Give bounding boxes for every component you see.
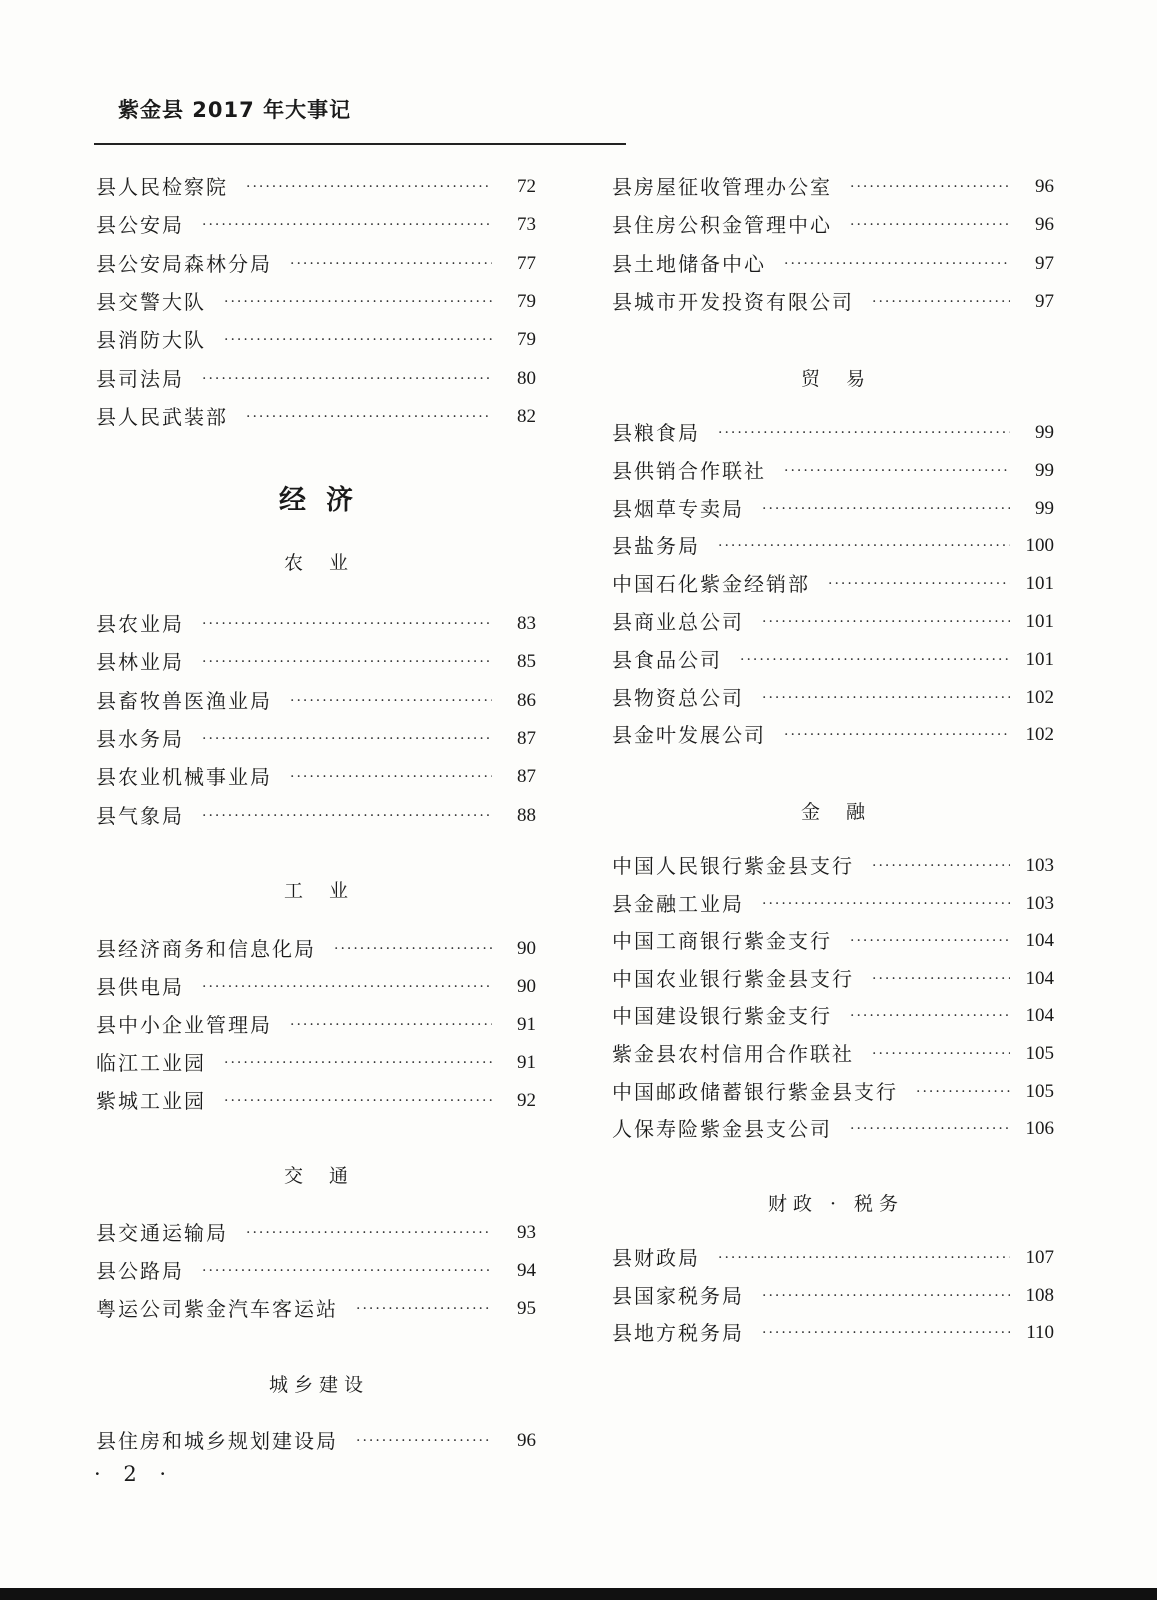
dot-leader — [202, 1256, 492, 1286]
dot-leader — [718, 531, 1010, 561]
toc-entry-page-number: 73 — [517, 214, 536, 236]
toc-entry-page-number: 99 — [1035, 422, 1054, 443]
toc-entry — [612, 418, 1054, 448]
dot-leader — [850, 1114, 1010, 1144]
toc-entry-name: 县金融工业局 — [612, 891, 744, 916]
toc-entry — [612, 1243, 1054, 1273]
toc-entry-name: 县食品公司 — [612, 647, 722, 672]
toc-entry-page-number: 105 — [1025, 1080, 1054, 1102]
toc-entry-page-number: 72 — [517, 176, 536, 197]
dot-leader — [224, 1048, 492, 1078]
dot-leader — [740, 645, 1010, 675]
toc-entry — [96, 934, 536, 964]
dot-leader — [872, 851, 1010, 881]
dot-leader — [202, 609, 492, 639]
dot-leader — [872, 964, 1010, 994]
toc-entry-page-number: 104 — [1025, 1005, 1054, 1027]
dot-leader — [762, 1318, 1010, 1348]
toc-entry — [96, 1086, 536, 1116]
toc-entry — [96, 1256, 536, 1286]
toc-entry-page-number: 104 — [1025, 967, 1054, 989]
toc-entry-page-number: 106 — [1025, 1118, 1054, 1140]
toc-entry-page-number: 103 — [1025, 855, 1054, 876]
toc-entry — [612, 851, 1054, 881]
toc-entry-page-number: 83 — [517, 613, 536, 634]
toc-entry-page-number: 108 — [1025, 1284, 1054, 1306]
toc-entry — [612, 172, 1054, 202]
dot-leader — [356, 1426, 492, 1456]
toc-entry-name: 县人民检察院 — [96, 175, 228, 199]
toc-entry — [96, 172, 536, 202]
toc-entry-name: 县土地储备中心 — [612, 251, 766, 276]
toc-entry-name: 县公安局森林分局 — [96, 251, 272, 276]
dot-leader — [762, 889, 1010, 919]
toc-entry-name: 县国家税务局 — [612, 1283, 744, 1308]
toc-entry-name: 县住房和城乡规划建设局 — [96, 1429, 338, 1453]
dot-leader — [246, 172, 492, 202]
toc-entry — [612, 607, 1054, 637]
toc-entry-page-number: 93 — [517, 1222, 536, 1243]
dot-leader — [290, 249, 492, 279]
category-trade: 贸易 — [800, 368, 891, 390]
dot-leader — [762, 607, 1010, 637]
toc-entry-page-number: 79 — [517, 329, 536, 351]
dot-leader — [784, 720, 1010, 750]
toc-entry — [612, 456, 1054, 486]
dot-leader — [246, 1218, 492, 1248]
toc-entry-page-number: 94 — [517, 1260, 536, 1281]
dot-leader — [202, 801, 492, 831]
toc-entry-name: 中国人民银行紫金县支行 — [612, 854, 854, 878]
toc-entry — [96, 972, 536, 1002]
dot-leader — [202, 647, 492, 677]
toc-entry-name: 县人民武装部 — [96, 404, 228, 429]
toc-entry — [612, 964, 1054, 994]
dot-leader — [290, 1010, 492, 1040]
toc-entry — [612, 720, 1054, 750]
toc-entry — [612, 569, 1054, 599]
toc-entry-name: 紫城工业园 — [96, 1089, 206, 1113]
toc-entry-page-number: 77 — [517, 252, 536, 274]
toc-entry — [96, 1218, 536, 1248]
toc-entry-name: 县畜牧兽医渔业局 — [96, 688, 272, 713]
toc-entry-name: 县粮食局 — [612, 421, 700, 445]
toc-entry — [612, 645, 1054, 675]
toc-entry-name: 县烟草专卖局 — [612, 496, 744, 521]
toc-entry — [96, 1010, 536, 1040]
dot-leader — [784, 249, 1010, 279]
dot-leader — [916, 1077, 1010, 1107]
toc-entry-name: 县金叶发展公司 — [612, 723, 766, 748]
toc-entry — [96, 249, 536, 279]
toc-entry-page-number: 82 — [517, 405, 536, 427]
toc-entry — [612, 889, 1054, 919]
dot-leader — [224, 325, 492, 355]
toc-entry — [96, 364, 536, 394]
toc-entry-page-number: 103 — [1025, 892, 1054, 914]
dot-leader — [356, 1294, 492, 1324]
toc-entry-page-number: 90 — [517, 976, 536, 997]
toc-entry — [612, 926, 1054, 956]
toc-entry-page-number: 97 — [1035, 290, 1054, 312]
toc-entry-page-number: 92 — [517, 1090, 536, 1111]
toc-entry-name: 县消防大队 — [96, 328, 206, 353]
dot-leader — [334, 934, 492, 964]
toc-entry-name: 县住房公积金管理中心 — [612, 213, 832, 238]
category-construction: 城乡建设 — [268, 1374, 369, 1396]
dot-leader — [872, 1039, 1010, 1069]
toc-entry — [96, 1048, 536, 1078]
toc-entry-page-number: 101 — [1025, 573, 1054, 595]
toc-entry-name: 县水务局 — [96, 726, 184, 751]
toc-entry-name: 县农业局 — [96, 612, 184, 636]
dot-leader — [784, 456, 1010, 486]
toc-entry — [612, 1281, 1054, 1311]
dot-leader — [850, 172, 1010, 202]
toc-entry-page-number: 90 — [517, 938, 536, 959]
toc-entry-name: 县盐务局 — [612, 534, 700, 559]
toc-entry-name: 中国邮政储蓄银行紫金县支行 — [612, 1079, 898, 1104]
toc-entry-name: 临江工业园 — [96, 1051, 206, 1075]
toc-entry-page-number: 88 — [517, 804, 536, 826]
toc-entry — [612, 1001, 1054, 1031]
toc-entry-page-number: 99 — [1035, 497, 1054, 519]
toc-entry-page-number: 96 — [1035, 176, 1054, 197]
dot-leader — [872, 287, 1010, 317]
toc-entry — [96, 686, 536, 716]
category-finance: 金融 — [800, 801, 891, 823]
toc-entry-name: 县商业总公司 — [612, 610, 744, 634]
toc-entry-name: 人保寿险紫金县支公司 — [612, 1117, 832, 1142]
toc-entry-page-number: 87 — [517, 727, 536, 749]
toc-entry-name: 县供电局 — [96, 975, 184, 999]
dot-leader — [762, 1281, 1010, 1311]
toc-entry-name: 县公路局 — [96, 1259, 184, 1283]
toc-entry-name: 县房屋征收管理办公室 — [612, 175, 832, 199]
toc-entry — [612, 683, 1054, 713]
toc-entry-page-number: 91 — [517, 1052, 536, 1073]
toc-entry-name: 中国农业银行紫金县支行 — [612, 966, 854, 991]
toc-entry-name: 县物资总公司 — [612, 685, 744, 710]
dot-leader — [762, 683, 1010, 713]
toc-entry-page-number: 91 — [517, 1014, 536, 1035]
toc-entry-name: 县中小企业管理局 — [96, 1013, 272, 1037]
section-heading-economy: 经济 — [279, 485, 373, 516]
toc-entry — [612, 1039, 1054, 1069]
category-industry: 工业 — [283, 880, 374, 902]
toc-entry-name: 县地方税务局 — [612, 1321, 744, 1345]
toc-entry — [612, 1114, 1054, 1144]
toc-entry-page-number: 104 — [1025, 930, 1054, 952]
toc-entry-name: 县经济商务和信息化局 — [96, 937, 316, 961]
header-rule — [94, 143, 626, 145]
toc-entry-page-number: 99 — [1035, 459, 1054, 481]
toc-entry — [96, 287, 536, 317]
toc-entry — [96, 724, 536, 754]
toc-entry-name: 中国建设银行紫金支行 — [612, 1004, 832, 1029]
toc-entry-name: 紫金县农村信用合作联社 — [612, 1042, 854, 1066]
category-fiscal-tax: 财政 · 税务 — [767, 1193, 905, 1215]
toc-entry-page-number: 97 — [1035, 252, 1054, 274]
dot-leader — [850, 926, 1010, 956]
toc-entry-name: 县农业机械事业局 — [96, 765, 272, 790]
scan-bottom-edge — [0, 1588, 1157, 1600]
dot-leader — [718, 418, 1010, 448]
toc-entry-page-number: 86 — [517, 689, 536, 711]
toc-entry — [96, 647, 536, 677]
toc-entry-name: 县供销合作联社 — [612, 458, 766, 483]
toc-entry-page-number: 96 — [517, 1430, 536, 1451]
dot-leader — [224, 1086, 492, 1116]
running-header-title: 紫金县 2017 年大事记 — [118, 98, 352, 122]
toc-entry — [612, 210, 1054, 240]
dot-leader — [202, 364, 492, 394]
dot-leader — [202, 972, 492, 1002]
toc-entry-page-number: 87 — [517, 766, 536, 788]
toc-entry — [96, 801, 536, 831]
toc-entry — [96, 609, 536, 639]
toc-entry-page-number: 96 — [1035, 214, 1054, 236]
toc-entry-name: 县气象局 — [96, 803, 184, 828]
category-transport: 交通 — [283, 1165, 374, 1187]
toc-entry-page-number: 101 — [1025, 611, 1054, 632]
toc-entry — [96, 1294, 536, 1324]
toc-entry-page-number: 110 — [1026, 1322, 1054, 1343]
toc-entry — [612, 1077, 1054, 1107]
toc-entry — [612, 249, 1054, 279]
toc-entry-page-number: 80 — [517, 367, 536, 389]
toc-entry-name: 县交通运输局 — [96, 1221, 228, 1245]
toc-entry — [612, 494, 1054, 524]
toc-entry-page-number: 102 — [1025, 724, 1054, 746]
dot-leader — [828, 569, 1010, 599]
toc-entry — [96, 402, 536, 432]
toc-entry-name: 中国工商银行紫金支行 — [612, 929, 832, 954]
toc-entry-page-number: 105 — [1025, 1043, 1054, 1064]
toc-entry — [96, 1426, 536, 1456]
toc-entry — [96, 762, 536, 792]
dot-leader — [718, 1243, 1010, 1273]
toc-entry-name: 县司法局 — [96, 366, 184, 391]
toc-entry — [612, 531, 1054, 561]
toc-entry-page-number: 100 — [1025, 535, 1054, 557]
dot-leader — [290, 762, 492, 792]
toc-entry-name: 县交警大队 — [96, 289, 206, 314]
toc-entry-page-number: 102 — [1025, 686, 1054, 708]
toc-entry-name: 县财政局 — [612, 1246, 700, 1270]
dot-leader — [202, 210, 492, 240]
dot-leader — [850, 1001, 1010, 1031]
toc-entry-name: 县林业局 — [96, 650, 184, 675]
dot-leader — [202, 724, 492, 754]
toc-entry — [96, 210, 536, 240]
toc-entry — [96, 325, 536, 355]
dot-leader — [224, 287, 492, 317]
dot-leader — [762, 494, 1010, 524]
toc-entry-name: 县公安局 — [96, 213, 184, 238]
toc-entry-page-number: 95 — [517, 1298, 536, 1319]
category-agriculture: 农业 — [283, 552, 374, 574]
dot-leader — [850, 210, 1010, 240]
toc-entry-name: 县城市开发投资有限公司 — [612, 289, 854, 314]
toc-entry — [612, 287, 1054, 317]
toc-entry — [612, 1318, 1054, 1348]
toc-entry-page-number: 79 — [517, 290, 536, 312]
toc-entry-page-number: 107 — [1025, 1247, 1054, 1268]
dot-leader — [290, 686, 492, 716]
toc-entry-page-number: 101 — [1025, 648, 1054, 670]
toc-entry-page-number: 85 — [517, 651, 536, 673]
page-number: · 2 · — [94, 1462, 175, 1486]
toc-entry-name: 粤运公司紫金汽车客运站 — [96, 1297, 338, 1321]
toc-entry-name: 中国石化紫金经销部 — [612, 572, 810, 597]
dot-leader — [246, 402, 492, 432]
